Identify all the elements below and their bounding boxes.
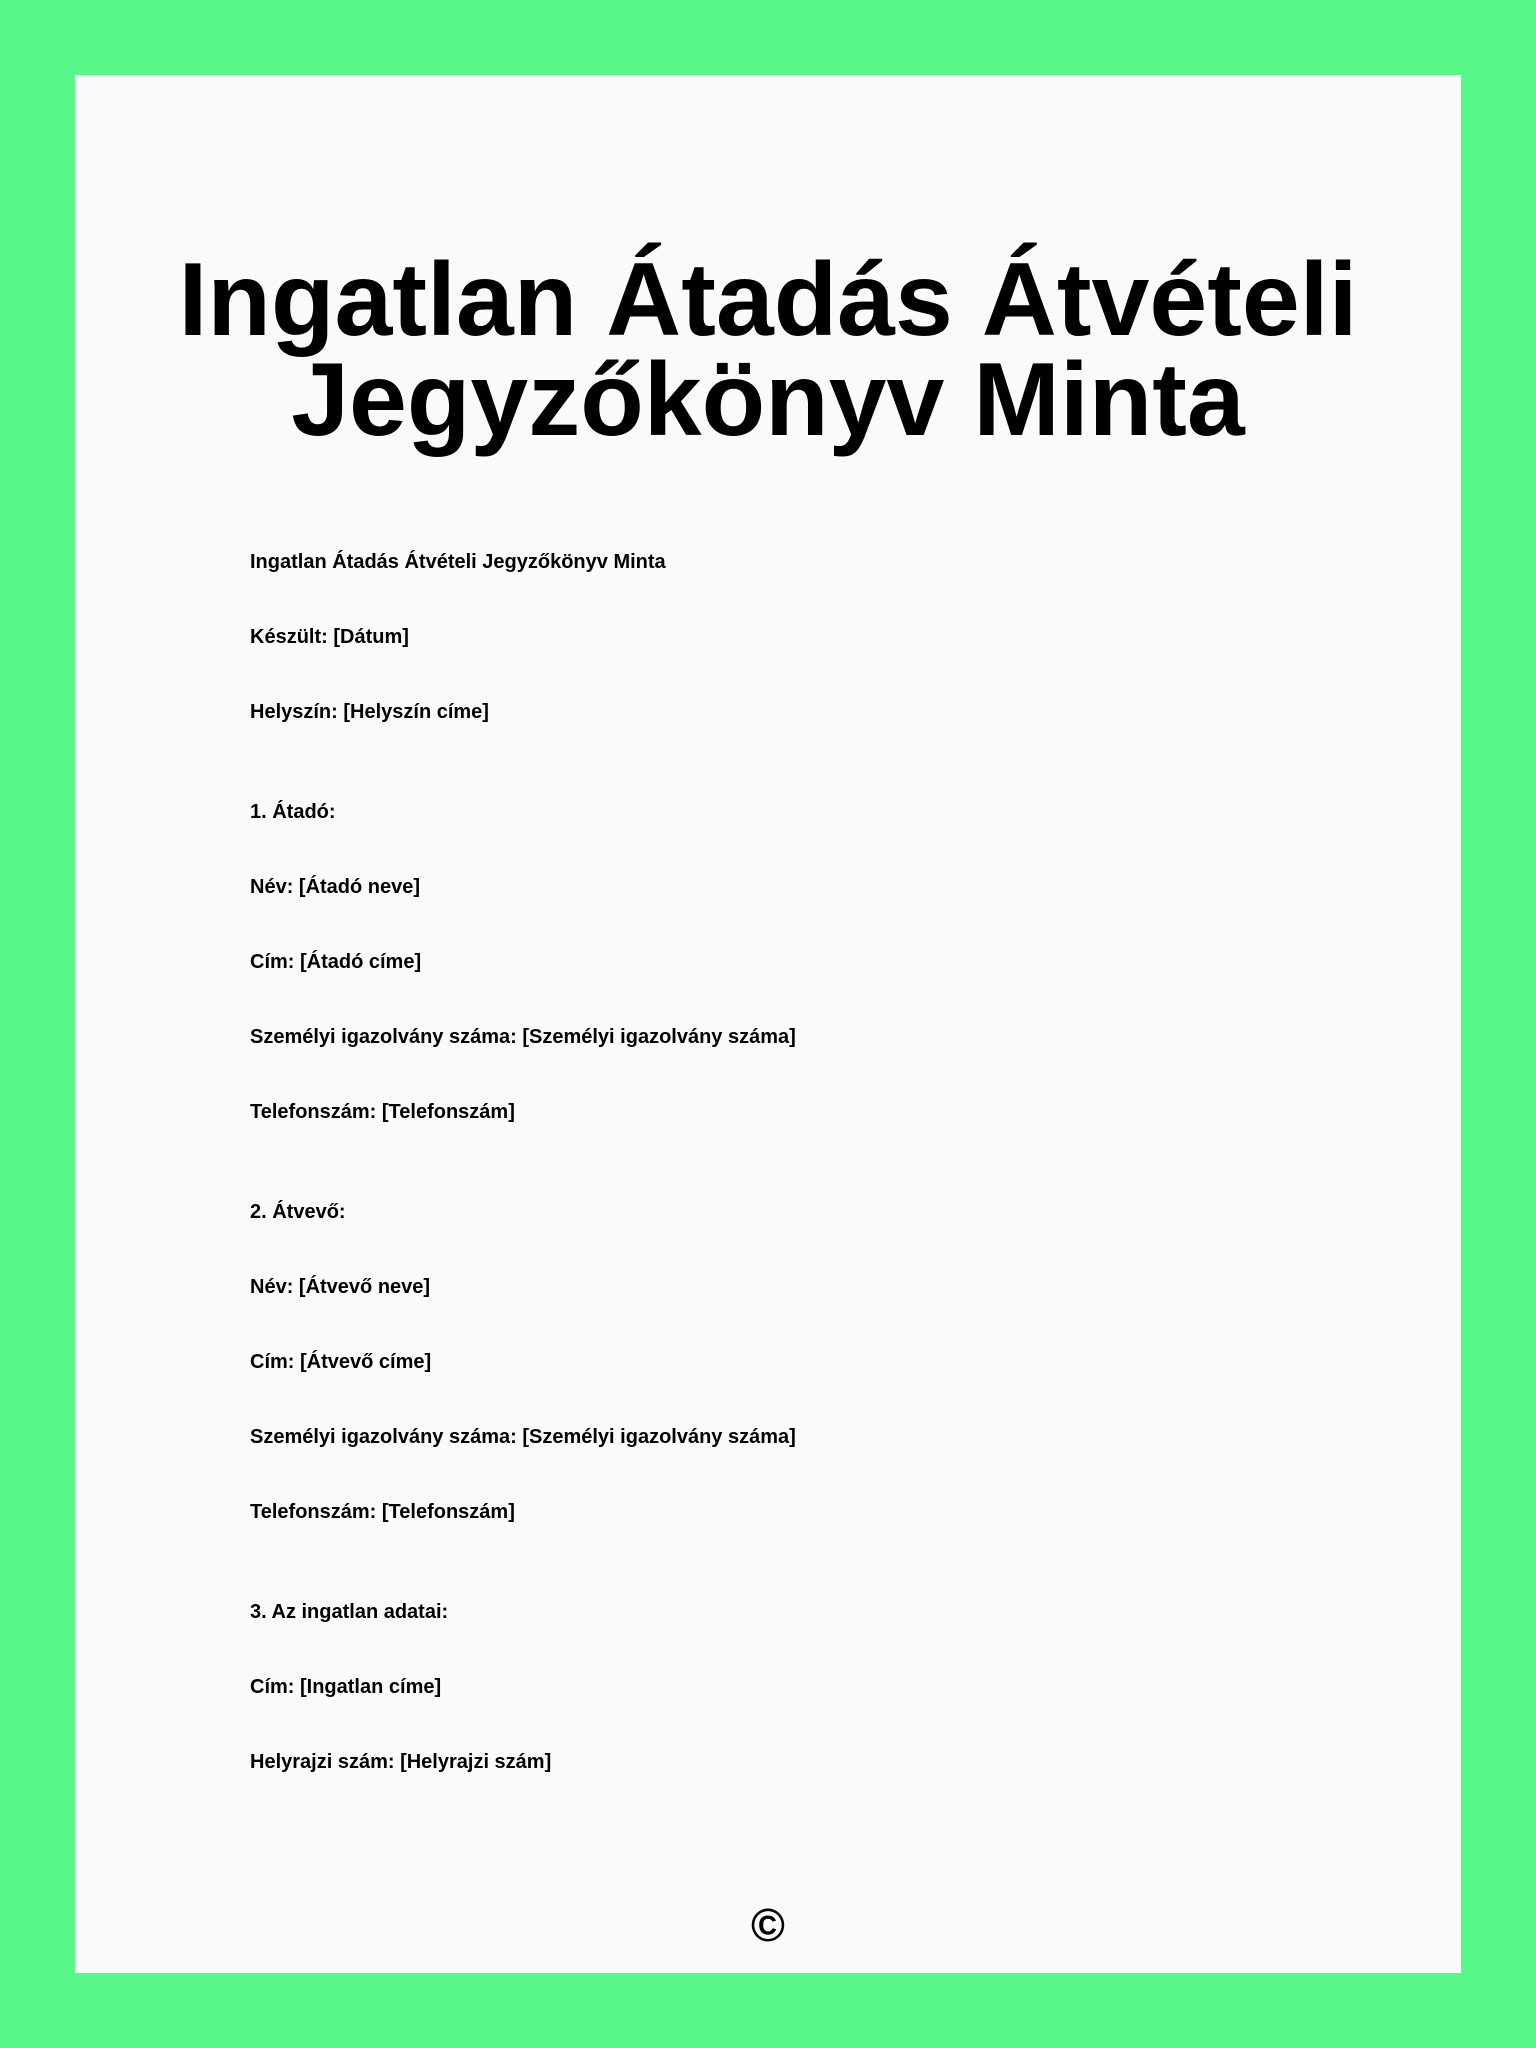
date-line: Készült: [Dátum] [250, 626, 409, 648]
receiver-address-line: Cím: [Átvevő címe] [250, 1351, 432, 1373]
receiver-phone-line: Telefonszám: [Telefonszám] [250, 1501, 515, 1523]
receiver-id-line: Személyi igazolvány száma: [Személyi igazolvány száma] [250, 1426, 796, 1448]
section-receiver-heading: 2. Átvevő: [250, 1201, 346, 1223]
handover-id-line: Személyi igazolvány száma: [Személyi igazolvány száma] [250, 1026, 796, 1048]
property-parcel-line: Helyrajzi szám: [Helyrajzi szám] [250, 1751, 552, 1773]
handover-name-line: Név: [Átadó neve] [250, 876, 421, 898]
property-address-line: Cím: [Ingatlan címe] [250, 1676, 442, 1698]
section-property-heading: 3. Az ingatlan adatai: [250, 1601, 449, 1623]
doc-heading-line: Ingatlan Átadás Átvételi Jegyzőkönyv Minta [250, 551, 666, 573]
document-page [75, 75, 1461, 1973]
handover-phone-line: Telefonszám: [Telefonszám] [250, 1101, 515, 1123]
title-line-2: Jegyzőkönyv Minta [291, 342, 1245, 458]
handover-address-line: Cím: [Átadó címe] [250, 951, 422, 973]
document-title [75, 242, 1461, 458]
title-line-1: Ingatlan Átadás Átvételi [178, 242, 1358, 358]
copyright-icon: © [751, 1899, 785, 1951]
location-line: Helyszín: [Helyszín címe] [250, 701, 489, 723]
receiver-name-line: Név: [Átvevő neve] [250, 1276, 431, 1298]
section-handover-heading: 1. Átadó: [250, 801, 336, 823]
